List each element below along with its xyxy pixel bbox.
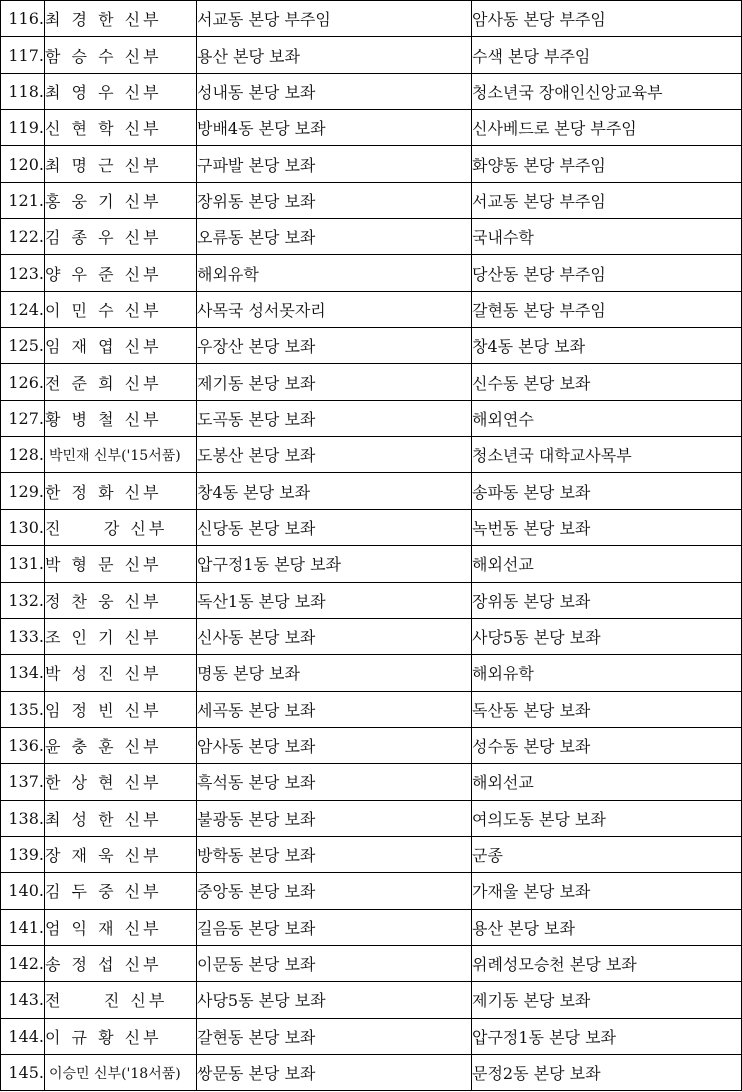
new-assignment-cell: 암사동 본당 부주임	[472, 1, 742, 37]
previous-assignment-cell: 장위동 본당 보좌	[197, 182, 472, 218]
previous-assignment-cell: 불광동 본당 보좌	[197, 800, 472, 836]
previous-assignment-cell: 도봉산 본당 보좌	[197, 437, 472, 473]
row-number-cell: 124.	[1, 291, 45, 327]
table-row	[1, 255, 742, 291]
row-number-cell: 137.	[1, 764, 45, 800]
previous-assignment-cell: 압구정1동 본당 보좌	[197, 546, 472, 582]
priest-name-cell: 최 성 한 신부	[45, 800, 197, 836]
previous-assignment-cell: 방배4동 본당 보좌	[197, 110, 472, 146]
new-assignment-cell: 문정2동 본당 보좌	[472, 1054, 742, 1090]
priest-name-cell: 전 준 희 신부	[45, 364, 197, 400]
priest-name-cell: 박민재 신부('15서품)	[45, 437, 197, 473]
table-row	[1, 546, 742, 582]
previous-assignment-cell: 창4동 본당 보좌	[197, 473, 472, 509]
table-row	[1, 618, 742, 654]
priest-name-cell: 신 현 학 신부	[45, 110, 197, 146]
row-number-cell: 135.	[1, 691, 45, 727]
row-number-cell: 130.	[1, 509, 45, 545]
row-number-cell: 117.	[1, 37, 45, 73]
previous-assignment-cell: 이문동 본당 보좌	[197, 945, 472, 981]
new-assignment-cell: 위례성모승천 본당 보좌	[472, 945, 742, 981]
row-number-cell: 126.	[1, 364, 45, 400]
row-number-cell: 118.	[1, 73, 45, 109]
row-number-cell: 120.	[1, 146, 45, 182]
new-assignment-cell: 독산동 본당 보좌	[472, 691, 742, 727]
row-number-cell: 144.	[1, 1018, 45, 1054]
row-number-cell: 136.	[1, 727, 45, 763]
priest-name-cell: 홍 웅 기 신부	[45, 182, 197, 218]
priest-name-cell: 함 승 수 신부	[45, 37, 197, 73]
priest-name-cell: 양 우 준 신부	[45, 255, 197, 291]
table-row	[1, 473, 742, 509]
row-number-cell: 125.	[1, 328, 45, 364]
row-number-cell: 127.	[1, 400, 45, 436]
table-body	[1, 1, 742, 1091]
previous-assignment-cell: 길음동 본당 보좌	[197, 909, 472, 945]
table-row	[1, 110, 742, 146]
priest-name-cell: 황 병 철 신부	[45, 400, 197, 436]
previous-assignment-cell: 제기동 본당 보좌	[197, 364, 472, 400]
priest-name-cell: 최 경 한 신부	[45, 1, 197, 37]
new-assignment-cell: 국내수학	[472, 219, 742, 255]
row-number-cell: 133.	[1, 618, 45, 654]
priest-name-cell: 최 영 우 신부	[45, 73, 197, 109]
previous-assignment-cell: 쌍문동 본당 보좌	[197, 1054, 472, 1090]
previous-assignment-cell: 오류동 본당 보좌	[197, 219, 472, 255]
table-row	[1, 836, 742, 872]
priest-name-cell: 윤 충 훈 신부	[45, 727, 197, 763]
previous-assignment-cell: 신당동 본당 보좌	[197, 509, 472, 545]
table-row	[1, 691, 742, 727]
row-number-cell: 128.	[1, 437, 45, 473]
priest-name-cell: 이 민 수 신부	[45, 291, 197, 327]
new-assignment-cell: 압구정1동 본당 보좌	[472, 1018, 742, 1054]
table-row	[1, 437, 742, 473]
row-number-cell: 123.	[1, 255, 45, 291]
row-number-cell: 131.	[1, 546, 45, 582]
table-row	[1, 1, 742, 37]
previous-assignment-cell: 흑석동 본당 보좌	[197, 764, 472, 800]
table-row	[1, 364, 742, 400]
new-assignment-cell: 해외선교	[472, 546, 742, 582]
table-row	[1, 328, 742, 364]
priest-name-cell: 김 두 중 신부	[45, 873, 197, 909]
row-number-cell: 119.	[1, 110, 45, 146]
row-number-cell: 138.	[1, 800, 45, 836]
table-row	[1, 400, 742, 436]
new-assignment-cell: 해외유학	[472, 655, 742, 691]
previous-assignment-cell: 해외유학	[197, 255, 472, 291]
new-assignment-cell: 서교동 본당 부주임	[472, 182, 742, 218]
new-assignment-cell: 장위동 본당 보좌	[472, 582, 742, 618]
new-assignment-cell: 청소년국 대학교사목부	[472, 437, 742, 473]
table-row	[1, 982, 742, 1018]
row-number-cell: 116.	[1, 1, 45, 37]
row-number-cell: 143.	[1, 982, 45, 1018]
priest-name-cell: 송 정 섭 신부	[45, 945, 197, 981]
new-assignment-cell: 군종	[472, 836, 742, 872]
table-row	[1, 727, 742, 763]
table-row	[1, 219, 742, 255]
priest-name-cell: 엄 익 재 신부	[45, 909, 197, 945]
new-assignment-cell: 신사베드로 본당 부주임	[472, 110, 742, 146]
table-row	[1, 764, 742, 800]
new-assignment-cell: 당산동 본당 부주임	[472, 255, 742, 291]
new-assignment-cell: 가재울 본당 보좌	[472, 873, 742, 909]
row-number-cell: 121.	[1, 182, 45, 218]
new-assignment-cell: 수색 본당 부주임	[472, 37, 742, 73]
new-assignment-cell: 제기동 본당 보좌	[472, 982, 742, 1018]
table-row	[1, 146, 742, 182]
priest-name-cell: 박 형 문 신부	[45, 546, 197, 582]
table-row	[1, 1018, 742, 1054]
table-row	[1, 873, 742, 909]
previous-assignment-cell: 사당5동 본당 보좌	[197, 982, 472, 1018]
new-assignment-cell: 신수동 본당 보좌	[472, 364, 742, 400]
priest-name-cell: 임 정 빈 신부	[45, 691, 197, 727]
new-assignment-cell: 녹번동 본당 보좌	[472, 509, 742, 545]
new-assignment-cell: 여의도동 본당 보좌	[472, 800, 742, 836]
new-assignment-cell: 송파동 본당 보좌	[472, 473, 742, 509]
previous-assignment-cell: 성내동 본당 보좌	[197, 73, 472, 109]
table-row	[1, 945, 742, 981]
priest-name-cell: 정 찬 웅 신부	[45, 582, 197, 618]
priest-name-cell: 이승민 신부('18서품)	[45, 1054, 197, 1090]
priest-name-cell: 임 재 엽 신부	[45, 328, 197, 364]
row-number-cell: 139.	[1, 836, 45, 872]
row-number-cell: 142.	[1, 945, 45, 981]
previous-assignment-cell: 서교동 본당 부주임	[197, 1, 472, 37]
previous-assignment-cell: 사목국 성서못자리	[197, 291, 472, 327]
previous-assignment-cell: 신사동 본당 보좌	[197, 618, 472, 654]
previous-assignment-cell: 도곡동 본당 보좌	[197, 400, 472, 436]
previous-assignment-cell: 구파발 본당 보좌	[197, 146, 472, 182]
priest-name-cell: 한 정 화 신부	[45, 473, 197, 509]
previous-assignment-cell: 중앙동 본당 보좌	[197, 873, 472, 909]
table-row	[1, 582, 742, 618]
row-number-cell: 140.	[1, 873, 45, 909]
row-number-cell: 145.	[1, 1054, 45, 1090]
previous-assignment-cell: 세곡동 본당 보좌	[197, 691, 472, 727]
previous-assignment-cell: 독산1동 본당 보좌	[197, 582, 472, 618]
new-assignment-cell: 성수동 본당 보좌	[472, 727, 742, 763]
priest-name-cell: 진 강 신부	[45, 509, 197, 545]
row-number-cell: 132.	[1, 582, 45, 618]
new-assignment-cell: 용산 본당 보좌	[472, 909, 742, 945]
priest-name-cell: 이 규 황 신부	[45, 1018, 197, 1054]
row-number-cell: 141.	[1, 909, 45, 945]
table-row	[1, 655, 742, 691]
table-row	[1, 73, 742, 109]
row-number-cell: 134.	[1, 655, 45, 691]
new-assignment-cell: 사당5동 본당 보좌	[472, 618, 742, 654]
row-number-cell: 129.	[1, 473, 45, 509]
table-row	[1, 909, 742, 945]
previous-assignment-cell: 명동 본당 보좌	[197, 655, 472, 691]
table-row	[1, 291, 742, 327]
row-number-cell: 122.	[1, 219, 45, 255]
previous-assignment-cell: 갈현동 본당 보좌	[197, 1018, 472, 1054]
priest-name-cell: 전 진 신부	[45, 982, 197, 1018]
new-assignment-cell: 해외연수	[472, 400, 742, 436]
table-row	[1, 1054, 742, 1090]
priest-name-cell: 장 재 욱 신부	[45, 836, 197, 872]
table-row	[1, 800, 742, 836]
priest-name-cell: 박 성 진 신부	[45, 655, 197, 691]
previous-assignment-cell: 암사동 본당 보좌	[197, 727, 472, 763]
previous-assignment-cell: 우장산 본당 보좌	[197, 328, 472, 364]
new-assignment-cell: 갈현동 본당 부주임	[472, 291, 742, 327]
priest-name-cell: 김 종 우 신부	[45, 219, 197, 255]
new-assignment-cell: 창4동 본당 보좌	[472, 328, 742, 364]
previous-assignment-cell: 방학동 본당 보좌	[197, 836, 472, 872]
previous-assignment-cell: 용산 본당 보좌	[197, 37, 472, 73]
new-assignment-cell: 청소년국 장애인신앙교육부	[472, 73, 742, 109]
priest-name-cell: 한 상 현 신부	[45, 764, 197, 800]
table-row	[1, 509, 742, 545]
new-assignment-cell: 화양동 본당 부주임	[472, 146, 742, 182]
priest-name-cell: 최 명 근 신부	[45, 146, 197, 182]
new-assignment-cell: 해외선교	[472, 764, 742, 800]
table-row	[1, 182, 742, 218]
priest-name-cell: 조 인 기 신부	[45, 618, 197, 654]
table-row	[1, 37, 742, 73]
